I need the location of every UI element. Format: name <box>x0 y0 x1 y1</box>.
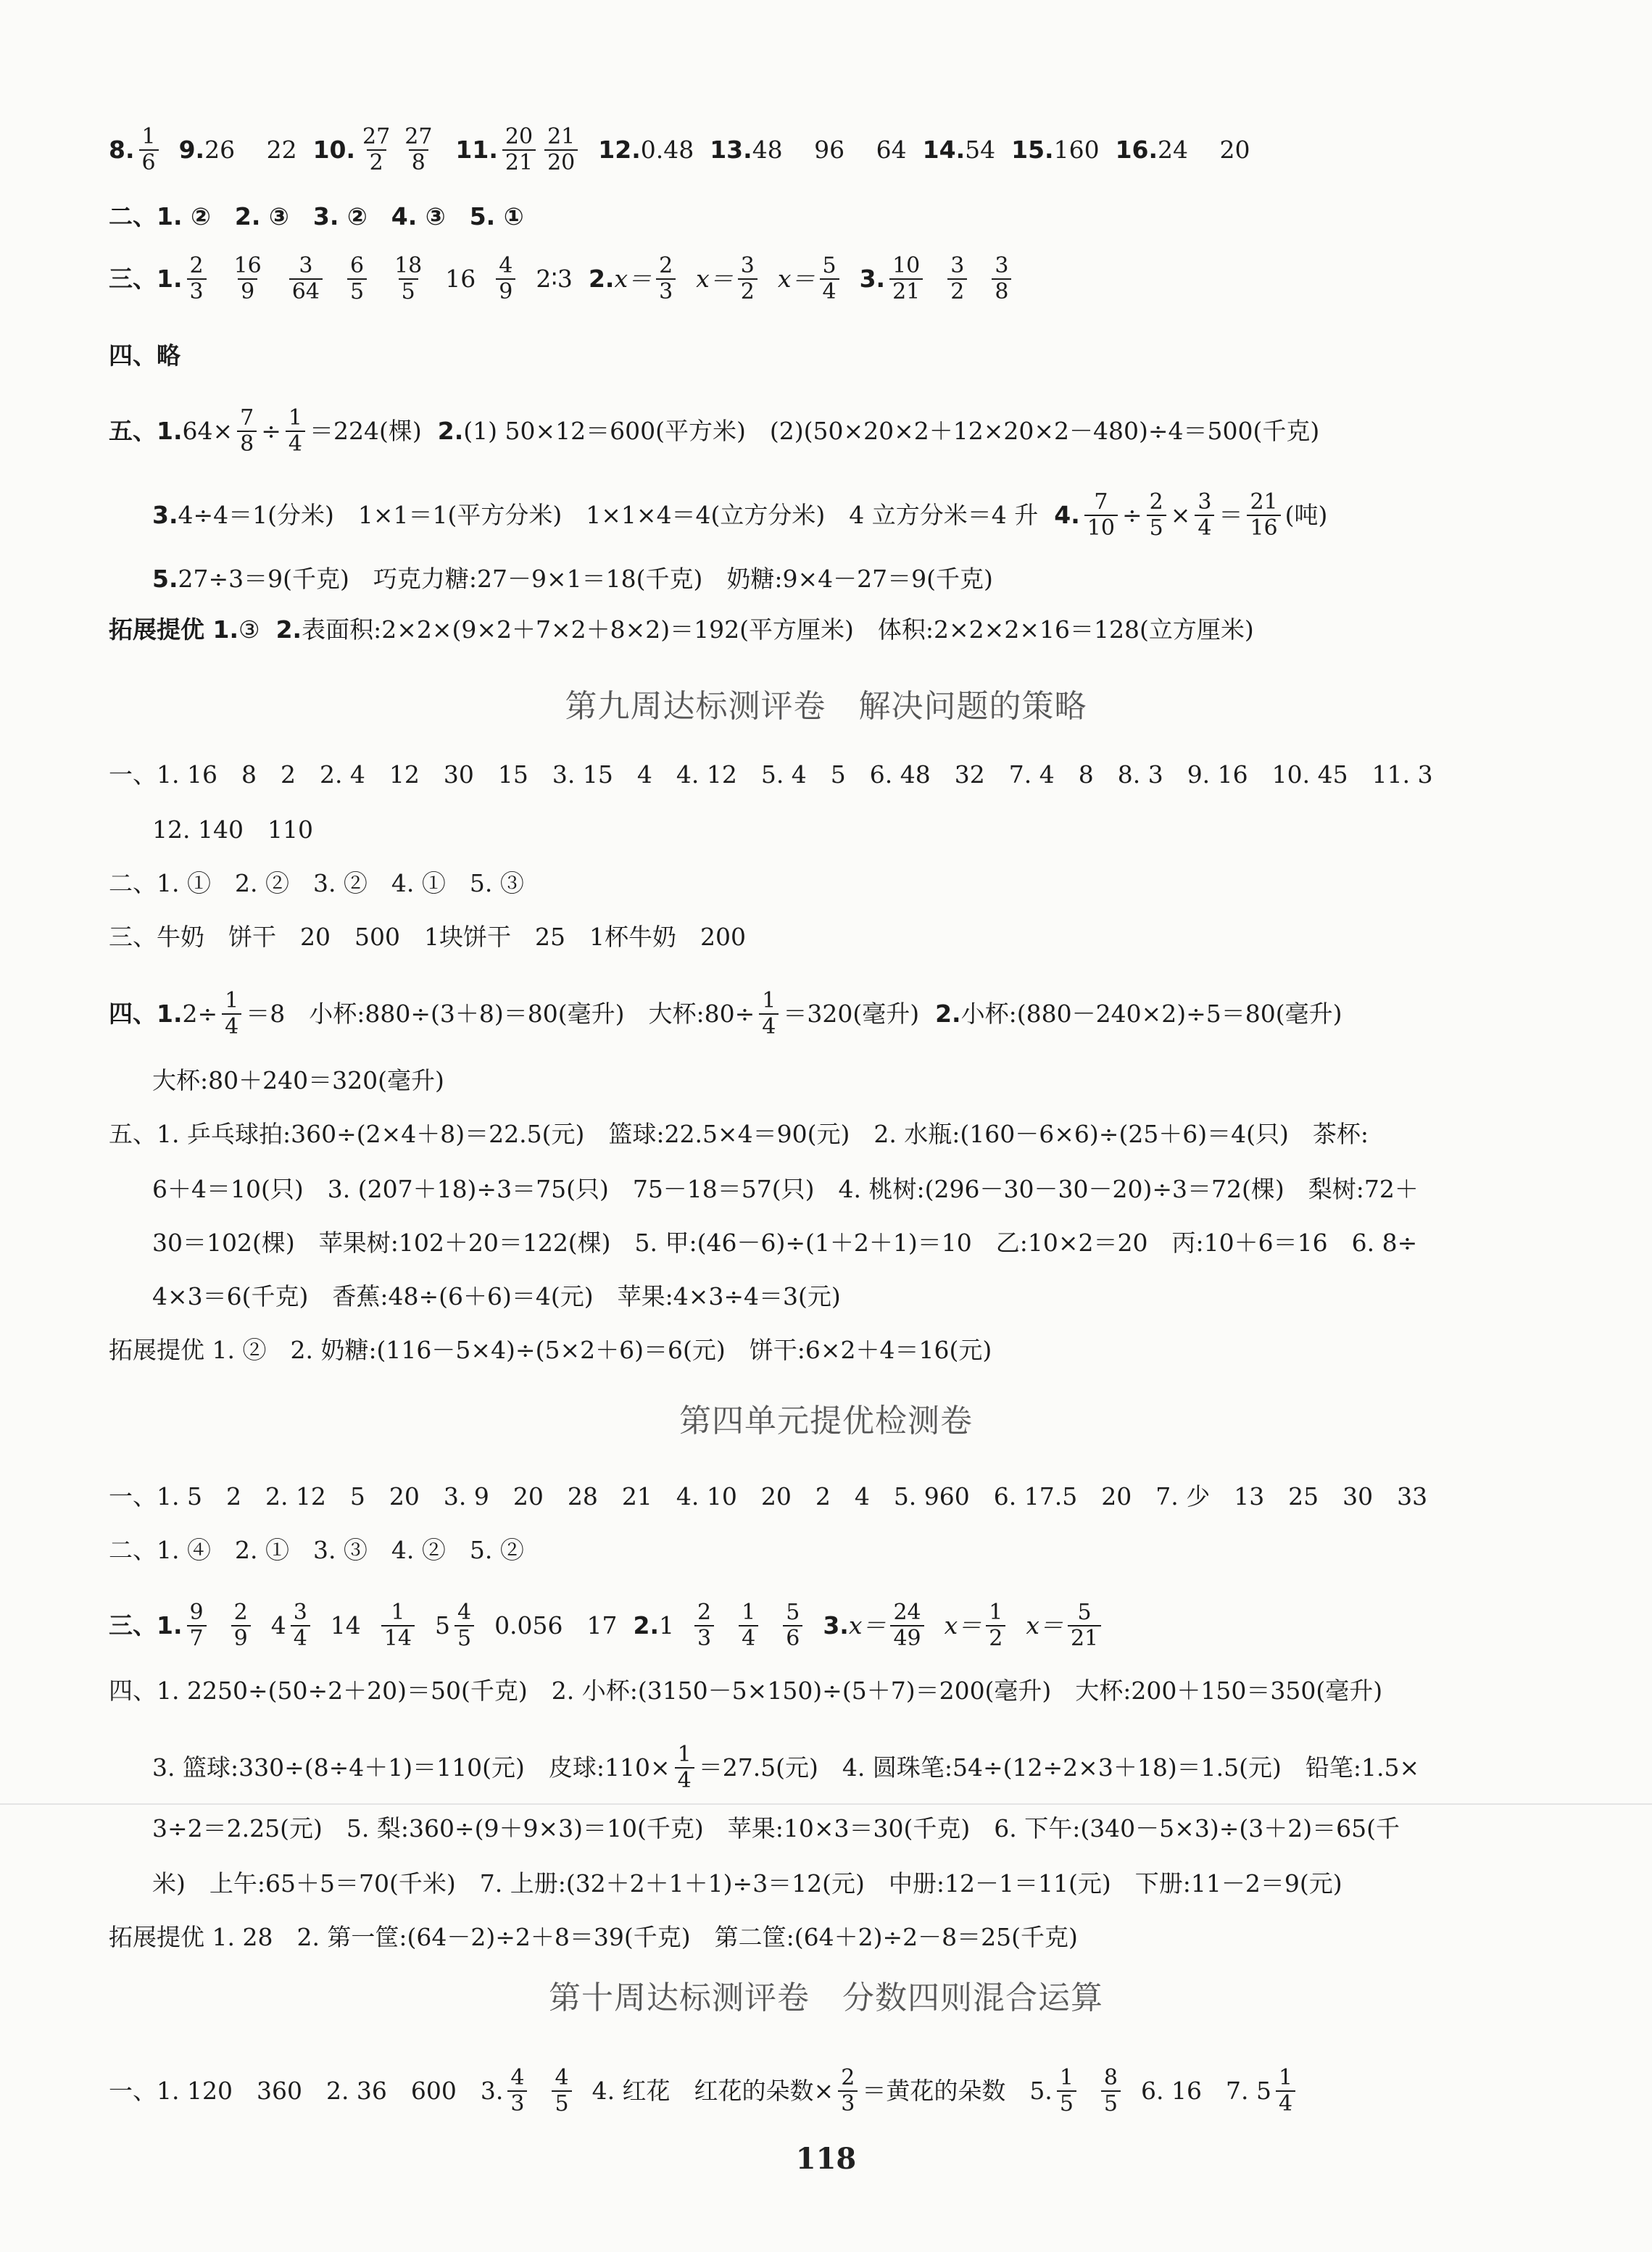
answer-text: 四、略 <box>109 341 180 370</box>
answer-text: ＝ <box>1219 501 1243 529</box>
fraction <box>759 989 779 1039</box>
answer-line <box>109 125 1587 175</box>
answer-text: ÷ <box>261 417 281 445</box>
answer-text: 大杯:80＋240＝320(毫升) <box>152 1066 444 1094</box>
fraction <box>1101 2066 1121 2116</box>
answer-text: 拓展提优 1. ② 2. 奶糖:(116－5×4)÷(5×2＋6)＝6(元) 饼干:6×2＋4＝16(元) <box>109 1336 992 1364</box>
answer-line <box>152 1812 1587 1845</box>
fraction <box>187 1600 207 1651</box>
answer-text: ＝224(棵) <box>310 417 422 445</box>
fraction <box>289 254 323 304</box>
fraction <box>838 2066 858 2116</box>
answer-text: ÷ <box>1121 501 1142 529</box>
answer-text: 64× <box>182 417 233 445</box>
answer-text: x＝ <box>614 265 652 293</box>
answer-text: 4. 红花 红花的朵数× <box>592 2077 834 2105</box>
answer-line <box>109 758 1587 791</box>
numerator: 3 <box>1198 489 1212 515</box>
fraction <box>381 1600 415 1651</box>
numerator: 27 <box>362 124 391 149</box>
answer-text: 6. 16 7. 5 <box>1141 2077 1271 2105</box>
mixed-number <box>271 1600 315 1651</box>
numerator: 5 <box>786 1600 800 1625</box>
answer-text: 54 <box>965 136 996 164</box>
denominator: 21 <box>1068 1625 1101 1651</box>
item-number: 2. <box>437 417 464 445</box>
answer-line <box>109 921 1587 954</box>
item-number: 13. <box>710 136 752 164</box>
item-number: 8. <box>109 136 135 164</box>
denominator: 9 <box>238 278 257 304</box>
fraction <box>675 1742 694 1793</box>
fraction <box>1147 490 1166 541</box>
fraction <box>820 254 839 304</box>
fraction <box>552 2066 571 2116</box>
denominator: 5 <box>347 278 367 304</box>
numerator: 1 <box>742 1600 756 1625</box>
fraction <box>1084 490 1118 541</box>
answer-text: 3. 篮球:330÷(8÷4＋1)＝110(元) 皮球:110× <box>152 1753 671 1782</box>
numerator: 1 <box>288 405 302 431</box>
fraction <box>496 254 515 304</box>
numerator: 3 <box>740 253 755 278</box>
numerator: 3 <box>299 253 313 278</box>
answer-line <box>152 562 1587 596</box>
numerator: 2 <box>841 2065 855 2090</box>
numerator: 9 <box>189 1600 204 1625</box>
fraction <box>992 254 1011 304</box>
item-number: 3. <box>823 1611 849 1640</box>
answer-line <box>152 1742 1587 1793</box>
answer-text: 160 <box>1053 136 1100 164</box>
answer-line <box>152 1867 1587 1900</box>
answer-line <box>152 813 1587 847</box>
denominator: 21 <box>889 278 923 304</box>
answer-text: 1 <box>659 1611 675 1640</box>
numerator: 4 <box>457 1600 472 1625</box>
fraction <box>347 254 367 304</box>
denominator: 21 <box>502 149 536 175</box>
fraction <box>291 1600 310 1651</box>
denominator: 4 <box>286 431 305 457</box>
denominator: 16 <box>1247 515 1280 541</box>
answer-line <box>109 1921 1587 1954</box>
fraction <box>231 1600 251 1651</box>
numerator: 2 <box>189 253 204 278</box>
denominator: 2 <box>367 149 386 175</box>
denominator: 8 <box>409 149 428 175</box>
fraction <box>454 1600 474 1651</box>
denominator: 6 <box>783 1625 802 1651</box>
item-number: 12. <box>598 136 641 164</box>
fraction <box>231 254 265 304</box>
answer-text: 一、1. 16 8 2 2. 4 12 30 15 3. 15 4 4. 12 5. 4 5 6. 48 32 7. 4 8 8. 3 9. 16 10. 45 11. 3 <box>109 760 1433 789</box>
numerator: 1 <box>677 1742 692 1767</box>
fraction <box>889 254 923 304</box>
answer-text: 二、1. ④ 2. ① 3. ③ 4. ② 5. ② <box>109 1536 524 1564</box>
fraction <box>402 125 435 175</box>
answer-line <box>109 1118 1587 1151</box>
fraction <box>391 254 425 304</box>
answer-line <box>152 1226 1587 1260</box>
answer-line <box>109 1480 1587 1513</box>
answer-text: 3÷2＝2.25(元) 5. 梨:360÷(9＋9×3)＝10(千克) 苹果:10×3＝30(千克) 6. 下午:(340－5×3)÷(3＋2)＝65(千 <box>152 1814 1400 1842</box>
denominator: 3 <box>507 2090 527 2116</box>
fraction <box>890 1600 923 1651</box>
answer-line <box>109 1334 1587 1367</box>
whole-part: 5 <box>434 1611 450 1640</box>
denominator: 49 <box>890 1625 923 1651</box>
fraction <box>544 125 578 175</box>
answer-text: 一、1. 5 2 2. 12 5 20 3. 9 20 28 21 4. 10 20 2 4 5. 960 6. 17.5 20 7. 少 13 25 30 33 <box>109 1482 1428 1511</box>
fraction <box>1057 2066 1076 2116</box>
answer-text: 26 22 <box>204 136 297 164</box>
answer-text: ＝黄花的朵数 5. <box>862 2077 1053 2105</box>
answer-text: 12. 140 110 <box>152 815 313 844</box>
denominator: 9 <box>231 1625 251 1651</box>
item-number: 10. <box>312 136 356 164</box>
denominator: 6 <box>139 149 159 175</box>
denominator: 20 <box>544 149 578 175</box>
item-number: 14. <box>922 136 966 164</box>
answer-text: × <box>1170 501 1191 529</box>
answer-text: 30＝102(棵) 苹果树:102＋20＝122(棵) 5. 甲:(46－6)÷(1＋2＋1)＝10 乙:10×2＝20 丙:10＋6＝16 6. 8÷ <box>152 1229 1418 1257</box>
answer-text: 2∶3 <box>536 265 573 293</box>
answer-line <box>152 490 1587 541</box>
answer-line <box>109 1600 1587 1651</box>
numerator: 1 <box>1278 2065 1293 2090</box>
numerator: 2 <box>697 1600 712 1625</box>
numerator: 24 <box>893 1600 921 1625</box>
numerator: 1 <box>762 988 776 1013</box>
denominator: 3 <box>694 1625 714 1651</box>
answer-text: 2÷ <box>182 1000 218 1028</box>
item-number: 16. <box>1115 136 1158 164</box>
answer-line <box>109 1534 1587 1567</box>
answer-text: 6＋4＝10(只) 3. (207＋18)÷3＝75(只) 75－18＝57(只) 4. 桃树:(296－30－30－20)÷3＝72(棵) 梨树:72＋ <box>152 1175 1419 1203</box>
section-label: 三、1. <box>109 265 183 293</box>
numerator: 5 <box>1077 1600 1092 1625</box>
answer-line <box>109 200 1587 233</box>
fraction <box>360 125 393 175</box>
answer-line <box>109 989 1587 1039</box>
answer-text: x＝ <box>1026 1611 1063 1640</box>
numerator: 6 <box>349 253 365 278</box>
section-heading: 第四单元提优检测卷 <box>679 1403 973 1439</box>
numerator: 3 <box>950 253 965 278</box>
numerator: 1 <box>1059 2065 1074 2090</box>
fraction <box>1247 490 1280 541</box>
answer-text: 二、1. ② 2. ③ 3. ② 4. ③ 5. ① <box>109 202 524 230</box>
denominator: 7 <box>187 1625 207 1651</box>
fraction <box>1068 1600 1101 1651</box>
answer-text: 一、1. 120 360 2. 36 600 3. <box>109 2077 504 2105</box>
section-heading: 第九周达标测评卷 解决问题的策略 <box>565 688 1087 725</box>
answer-line <box>109 1674 1587 1708</box>
numerator: 18 <box>394 253 423 278</box>
answer-text: 16 <box>445 265 476 293</box>
numerator: 7 <box>240 405 254 431</box>
answer-text: 0.056 17 <box>494 1611 618 1640</box>
page-fold-line <box>0 1803 1652 1805</box>
item-number: 15. <box>1011 136 1054 164</box>
answer-line <box>152 1173 1587 1206</box>
numerator: 1 <box>225 988 239 1013</box>
numerator: 16 <box>233 253 262 278</box>
answer-text: 拓展提优 1. 28 2. 第一筐:(64－2)÷2＋8＝39(千克) 第二筐:(64＋2)÷2－8＝25(千克) <box>109 1923 1078 1951</box>
answer-line <box>109 2066 1587 2116</box>
answer-text: 0.48 <box>640 136 694 164</box>
fraction <box>1276 2066 1295 2116</box>
denominator: 5 <box>1101 2090 1121 2116</box>
numerator: 21 <box>1250 489 1278 515</box>
answer-text: ＝8 小杯:880÷(3＋8)＝80(毫升) 大杯:80÷ <box>246 1000 755 1028</box>
answer-text: 四、1. 2250÷(50÷2＋20)＝50(千克) 2. 小杯:(3150－5×150)÷(5＋7)＝200(毫升) 大杯:200＋150＝350(毫升) <box>109 1676 1383 1705</box>
numerator: 3 <box>995 253 1009 278</box>
answer-line <box>152 1064 1587 1097</box>
answer-text: x＝ <box>777 265 815 293</box>
answer-text: 表面积:2×2×(9×2＋7×2＋8×2)＝192(平方厘米) 体积:2×2×2×16＝128(立方厘米) <box>302 615 1254 644</box>
denominator: 4 <box>222 1013 241 1039</box>
answer-text: x＝ <box>848 1611 887 1640</box>
denominator: 9 <box>496 278 515 304</box>
numerator: 27 <box>404 124 433 149</box>
denominator: 5 <box>1057 2090 1076 2116</box>
fraction <box>947 254 967 304</box>
item-number: 9. <box>178 136 205 164</box>
answer-text: 三、牛奶 饼干 20 500 1块饼干 25 1杯牛奶 200 <box>109 923 746 951</box>
answer-text: (吨) <box>1284 501 1328 529</box>
denominator: 5 <box>1147 515 1166 541</box>
item-number: 5. <box>152 565 178 593</box>
answer-text: 14 <box>330 1611 361 1640</box>
answer-text: 米) 上午:65＋5＝70(千米) 7. 上册:(32＋2＋1＋1)÷3＝12(元) 中册:12－1＝11(元) 下册:11－2＝9(元) <box>152 1869 1342 1898</box>
numerator: 2 <box>659 253 673 278</box>
fraction <box>738 254 757 304</box>
numerator: 5 <box>822 253 837 278</box>
denominator: 4 <box>739 1625 758 1651</box>
denominator: 64 <box>289 278 323 304</box>
item-number: 11. <box>455 136 498 164</box>
denominator: 10 <box>1084 515 1118 541</box>
answer-line <box>109 254 1587 304</box>
denominator: 4 <box>759 1013 779 1039</box>
numerator: 21 <box>547 124 576 149</box>
item-number: 3. <box>859 265 886 293</box>
denominator: 3 <box>656 278 676 304</box>
answer-text: 小杯:(880－240×2)÷5＝80(毫升) <box>960 1000 1342 1028</box>
denominator: 14 <box>381 1625 415 1651</box>
answer-line <box>152 1280 1587 1313</box>
answer-text: 五、1. 乒乓球拍:360÷(2×4＋8)＝22.5(元) 篮球:22.5×4＝90(元) 2. 水瓶:(160－6×6)÷(25＋6)＝4(只) 茶杯: <box>109 1120 1369 1148</box>
numerator: 1 <box>989 1600 1003 1625</box>
denominator: 4 <box>820 278 839 304</box>
denominator: 5 <box>454 1625 474 1651</box>
denominator: 4 <box>1276 2090 1295 2116</box>
numerator: 7 <box>1094 489 1108 515</box>
numerator: 4 <box>510 2065 525 2090</box>
denominator: 4 <box>675 1767 694 1793</box>
numerator: 1 <box>391 1600 405 1625</box>
answer-line <box>109 613 1587 647</box>
numerator: 8 <box>1103 2065 1118 2090</box>
denominator: 4 <box>291 1625 310 1651</box>
fraction <box>656 254 676 304</box>
denominator: 2 <box>947 278 967 304</box>
fraction <box>237 406 257 457</box>
answer-text: 4÷4＝1(分米) 1×1＝1(平方分米) 1×1×4＝4(立方分米) 4 立方分米＝4 升 <box>178 501 1039 529</box>
item-number: 2. <box>588 265 615 293</box>
answer-text: ＝27.5(元) 4. 圆珠笔:54÷(12÷2×3＋18)＝1.5(元) 铅笔:1.5× <box>698 1753 1420 1782</box>
answer-text: 48 96 64 <box>752 136 907 164</box>
answer-line <box>109 406 1587 457</box>
denominator: 3 <box>187 278 207 304</box>
answer-text: ＝320(毫升) <box>783 1000 920 1028</box>
answer-text: ③ <box>238 615 260 644</box>
item-number: 2. <box>935 1000 961 1028</box>
answer-text: 4×3＝6(千克) 香蕉:48÷(6＋6)＝4(元) 苹果:4×3÷4＝3(元) <box>152 1282 841 1310</box>
answer-text: 27÷3＝9(千克) 巧克力糖:27－9×1＝18(千克) 奶糖:9×4－27＝9(千克) <box>178 565 993 593</box>
numerator: 2 <box>1149 489 1163 515</box>
denominator: 4 <box>1195 515 1214 541</box>
page-number: 118 <box>795 2142 857 2176</box>
denominator: 2 <box>986 1625 1005 1651</box>
fraction <box>739 1600 758 1651</box>
numerator: 3 <box>293 1600 307 1625</box>
denominator: 3 <box>838 2090 858 2116</box>
item-number: 2. <box>275 615 302 644</box>
answer-text: x＝ <box>696 265 734 293</box>
numerator: 20 <box>505 124 534 149</box>
section-heading: 第十周达标测评卷 分数四则混合运算 <box>549 1979 1103 2016</box>
fraction <box>139 125 159 175</box>
whole-part: 4 <box>270 1611 286 1640</box>
item-number: 4. <box>1054 501 1080 529</box>
numerator: 4 <box>555 2065 569 2090</box>
fraction <box>986 1600 1005 1651</box>
mixed-number <box>435 1600 478 1651</box>
item-number: 3. <box>152 501 178 529</box>
fraction <box>783 1600 802 1651</box>
section-label: 三、1. <box>109 1611 183 1640</box>
numerator: 4 <box>499 253 513 278</box>
numerator: 1 <box>141 124 156 149</box>
answer-text: x＝ <box>944 1611 982 1640</box>
fraction <box>507 2066 527 2116</box>
fraction <box>187 254 207 304</box>
answer-text: 二、1. ① 2. ② 3. ② 4. ① 5. ③ <box>109 869 524 897</box>
section-label: 四、1. <box>109 1000 183 1028</box>
denominator: 2 <box>738 278 757 304</box>
fraction <box>1195 490 1214 541</box>
denominator: 5 <box>399 278 418 304</box>
item-number: 2. <box>633 1611 660 1640</box>
fraction <box>222 989 241 1039</box>
answer-line <box>109 339 1587 373</box>
fraction <box>286 406 305 457</box>
fraction <box>694 1600 714 1651</box>
section-label: 五、1. <box>109 417 183 445</box>
denominator: 8 <box>237 431 257 457</box>
numerator: 10 <box>892 253 921 278</box>
answer-text: (1) 50×12＝600(平方米) (2)(50×20×2＋12×20×2－480)÷4＝500(千克) <box>463 417 1320 445</box>
section-label: 拓展提优 1. <box>109 615 238 644</box>
denominator: 5 <box>552 2090 571 2116</box>
answer-text: 24 20 <box>1158 136 1250 164</box>
answer-line <box>109 867 1587 900</box>
fraction <box>502 125 536 175</box>
numerator: 2 <box>233 1600 248 1625</box>
denominator: 8 <box>992 278 1011 304</box>
